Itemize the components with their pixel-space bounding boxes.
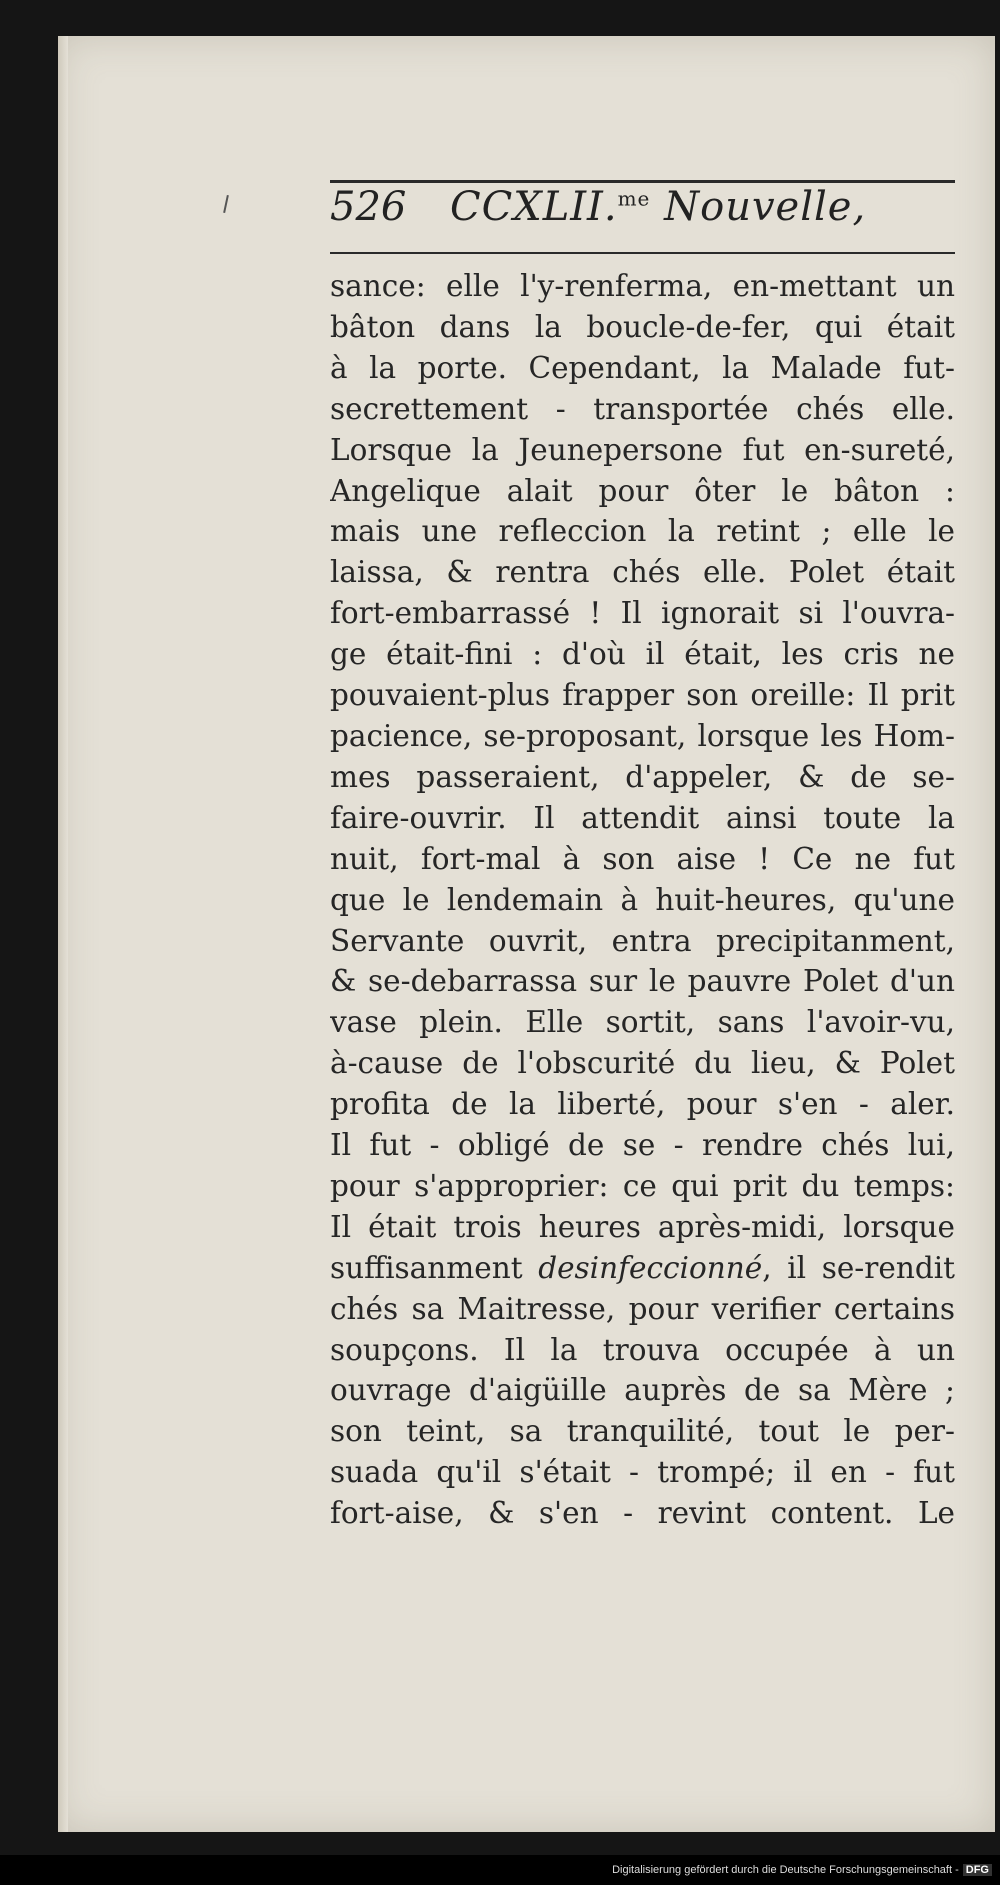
text-line: Il était trois heures après-midi, lorsque bbox=[330, 1209, 955, 1244]
text-line: vase plein. Elle sortit, sans l'avoir-vu, bbox=[330, 1005, 955, 1040]
text-line: suada qu'il s'était - trompé; il en - fut bbox=[330, 1455, 955, 1490]
text-line: mais une refleccion la retint ; elle le bbox=[330, 514, 955, 549]
body-text bbox=[330, 266, 955, 1534]
text-line: Servante ouvrit, entra precipitanment, bbox=[330, 923, 955, 958]
text-line: sance: elle l'y-renferma, en-mettant un bbox=[330, 269, 955, 303]
text-line: soupçons. Il la trouva occupée à un bbox=[330, 1332, 955, 1367]
text-line: mes passeraient, d'appeler, & de se- bbox=[330, 759, 955, 794]
text-line: son teint, sa tranquilité, tout le per- bbox=[330, 1414, 955, 1449]
text-line: profita de la liberté, pour s'en - aler. bbox=[330, 1087, 955, 1122]
text-line: à-cause de l'obscurité du lieu, & Polet bbox=[330, 1046, 955, 1081]
running-head-superscript: me bbox=[617, 186, 651, 211]
page-edge-shadow bbox=[58, 36, 68, 1832]
text-line: & se-debarrassa sur le pauvre Polet d'un bbox=[330, 964, 955, 999]
running-head bbox=[450, 184, 866, 230]
text-line: fort-aise, & s'en - revint content. Le bbox=[330, 1496, 955, 1531]
text-line: chés sa Maitresse, pour verifier certains bbox=[330, 1291, 955, 1326]
text-fragment: suffisanment bbox=[330, 1250, 523, 1285]
text-line: pour s'approprier: ce qui prit du temps: bbox=[330, 1168, 955, 1203]
running-head-main: CCXLII. bbox=[450, 184, 618, 230]
text-line: Angelique alait pour ôter le bâton : bbox=[330, 473, 955, 508]
text-line: ouvrage d'aigüille auprès de sa Mère ; bbox=[330, 1373, 955, 1408]
text-line: que le lendemain à huit-heures, qu'une bbox=[330, 882, 955, 917]
text-line: nuit, fort-mal à son aise ! Ce ne fut bbox=[330, 841, 955, 876]
running-head-rest: Nouvelle, bbox=[650, 184, 867, 230]
digitization-credit bbox=[612, 1864, 992, 1876]
dfg-logo: DFG bbox=[963, 1864, 992, 1876]
text-line: laissa, & rentra chés elle. Polet était bbox=[330, 555, 955, 590]
header-rule-bottom bbox=[330, 252, 955, 254]
text-line: secrettement - transportée chés elle. bbox=[330, 391, 955, 426]
text-line: fort-embarrassé ! Il ignorait si l'ouvra- bbox=[330, 596, 955, 631]
text-line-mixed bbox=[330, 1248, 955, 1289]
text-fragment: , il se-rendit bbox=[762, 1250, 955, 1285]
credit-text: Digitalisierung gefördert durch die Deutsche Forschungsgemeinschaft - bbox=[612, 1864, 959, 1876]
text-line: bâton dans la boucle-de-fer, qui était bbox=[330, 309, 955, 344]
text-line: pacience, se-proposant, lorsque les Hom- bbox=[330, 718, 955, 753]
page-number: 526 bbox=[330, 184, 407, 230]
text-line: Il fut - obligé de se - rendre chés lui, bbox=[330, 1128, 955, 1163]
text-line: faire-ouvrir. Il attendit ainsi toute la bbox=[330, 800, 955, 835]
running-header bbox=[330, 178, 955, 248]
italic-word: desinfeccionné bbox=[538, 1250, 763, 1285]
text-line: ge était-fini : d'où il était, les cris ne bbox=[330, 637, 955, 672]
text-line: à la porte. Cependant, la Malade fut- bbox=[330, 350, 955, 385]
text-line: Lorsque la Jeunepersone fut en-sureté, bbox=[330, 432, 955, 467]
text-line: pouvaient-plus frapper son oreille: Il prit bbox=[330, 678, 955, 713]
